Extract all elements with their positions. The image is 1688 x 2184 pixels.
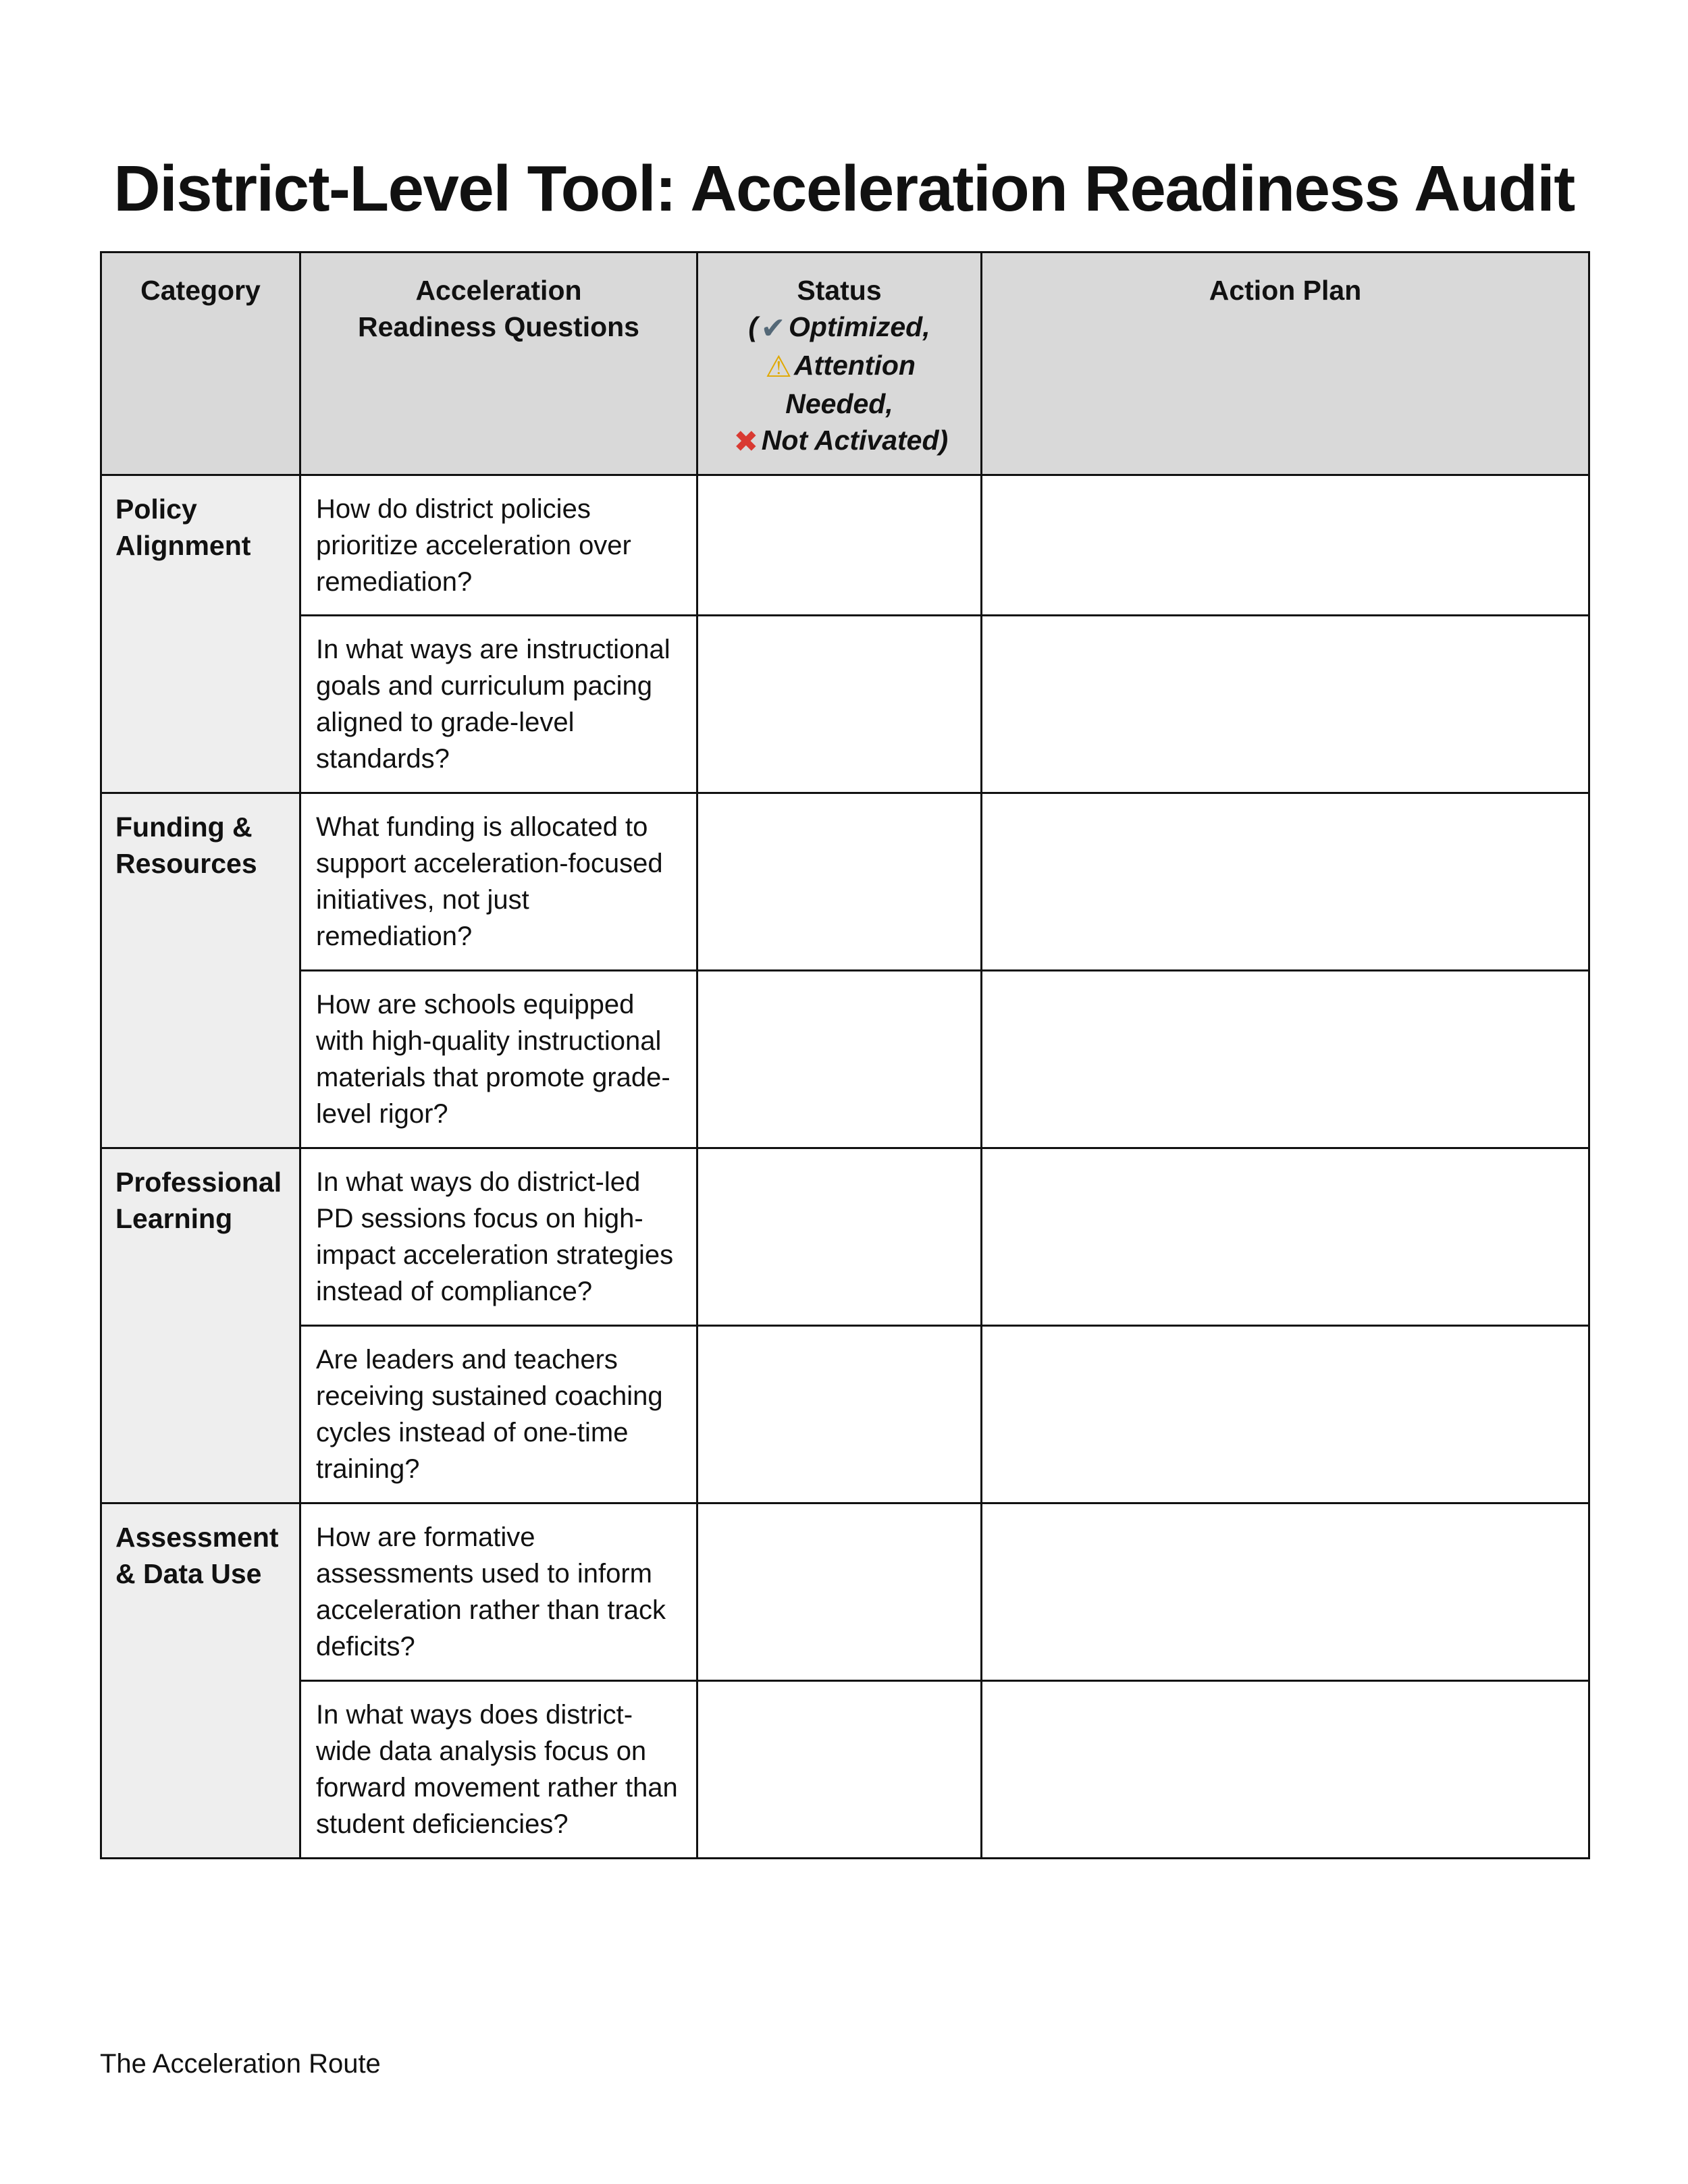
category-cell-professional-learning: Professional Learning [101, 1148, 300, 1503]
action-plan-cell[interactable] [982, 475, 1589, 616]
cross-mark-icon: ✖ [733, 425, 759, 458]
status-cell[interactable] [697, 1503, 982, 1681]
legend-not-activated [712, 422, 967, 460]
header-category: Category [101, 252, 300, 475]
header-questions: Acceleration Readiness Questions [300, 252, 697, 475]
legend-attention [712, 347, 967, 422]
table-row [101, 475, 1589, 616]
status-cell[interactable] [697, 971, 982, 1148]
legend-attention-label: Attention Needed, [785, 350, 916, 419]
legend-optimized-label: Optimized, [789, 311, 930, 342]
status-cell[interactable] [697, 616, 982, 793]
page-title: District-Level Tool: Acceleration Readiness Audit [113, 153, 1575, 225]
legend-optimized [712, 309, 967, 347]
status-cell[interactable] [697, 1148, 982, 1326]
action-plan-cell[interactable] [982, 1148, 1589, 1326]
question-cell: How do district policies prioritize acceleration over remediation? [300, 475, 697, 616]
question-cell: In what ways does district-wide data analysis focus on forward movement rather than student deficiencies? [300, 1681, 697, 1859]
action-plan-cell[interactable] [982, 616, 1589, 793]
action-plan-cell[interactable] [982, 793, 1589, 971]
status-cell[interactable] [697, 1326, 982, 1503]
table-row [101, 793, 1589, 971]
table-row [101, 1681, 1589, 1859]
header-action-plan: Action Plan [982, 252, 1589, 475]
question-cell: In what ways are instructional goals and curriculum pacing aligned to grade-level standards? [300, 616, 697, 793]
status-cell[interactable] [697, 475, 982, 616]
category-cell-policy-alignment: Policy Alignment [101, 475, 300, 793]
table-row [101, 1326, 1589, 1503]
header-status-label: Status [797, 275, 882, 306]
check-mark-icon: ✔ [760, 312, 786, 345]
question-cell: Are leaders and teachers receiving sustained coaching cycles instead of one-time training? [300, 1326, 697, 1503]
legend-open-paren: ( [748, 311, 758, 342]
header-status [697, 252, 982, 475]
action-plan-cell[interactable] [982, 1326, 1589, 1503]
table-row [101, 616, 1589, 793]
legend-not-activated-label: Not Activated) [761, 425, 949, 456]
table-row [101, 1503, 1589, 1681]
category-cell-funding-resources: Funding & Resources [101, 793, 300, 1148]
question-cell: In what ways do district-led PD sessions focus on high-impact acceleration strategies instead of compliance? [300, 1148, 697, 1326]
question-cell: What funding is allocated to support acceleration-focused initiatives, not just remediation? [300, 793, 697, 971]
status-cell[interactable] [697, 1681, 982, 1859]
category-cell-assessment-data-use: Assessment & Data Use [101, 1503, 300, 1859]
audit-table [100, 251, 1590, 1859]
action-plan-cell[interactable] [982, 1681, 1589, 1859]
header-row [101, 252, 1589, 475]
status-cell[interactable] [697, 793, 982, 971]
table-row [101, 1148, 1589, 1326]
warning-icon: ⚠ [765, 350, 792, 383]
question-cell: How are schools equipped with high-quality instructional materials that promote grade-level rigor? [300, 971, 697, 1148]
action-plan-cell[interactable] [982, 971, 1589, 1148]
question-cell: How are formative assessments used to inform acceleration rather than track deficits? [300, 1503, 697, 1681]
action-plan-cell[interactable] [982, 1503, 1589, 1681]
footer-text: The Acceleration Route [100, 2049, 381, 2079]
table-row [101, 971, 1589, 1148]
